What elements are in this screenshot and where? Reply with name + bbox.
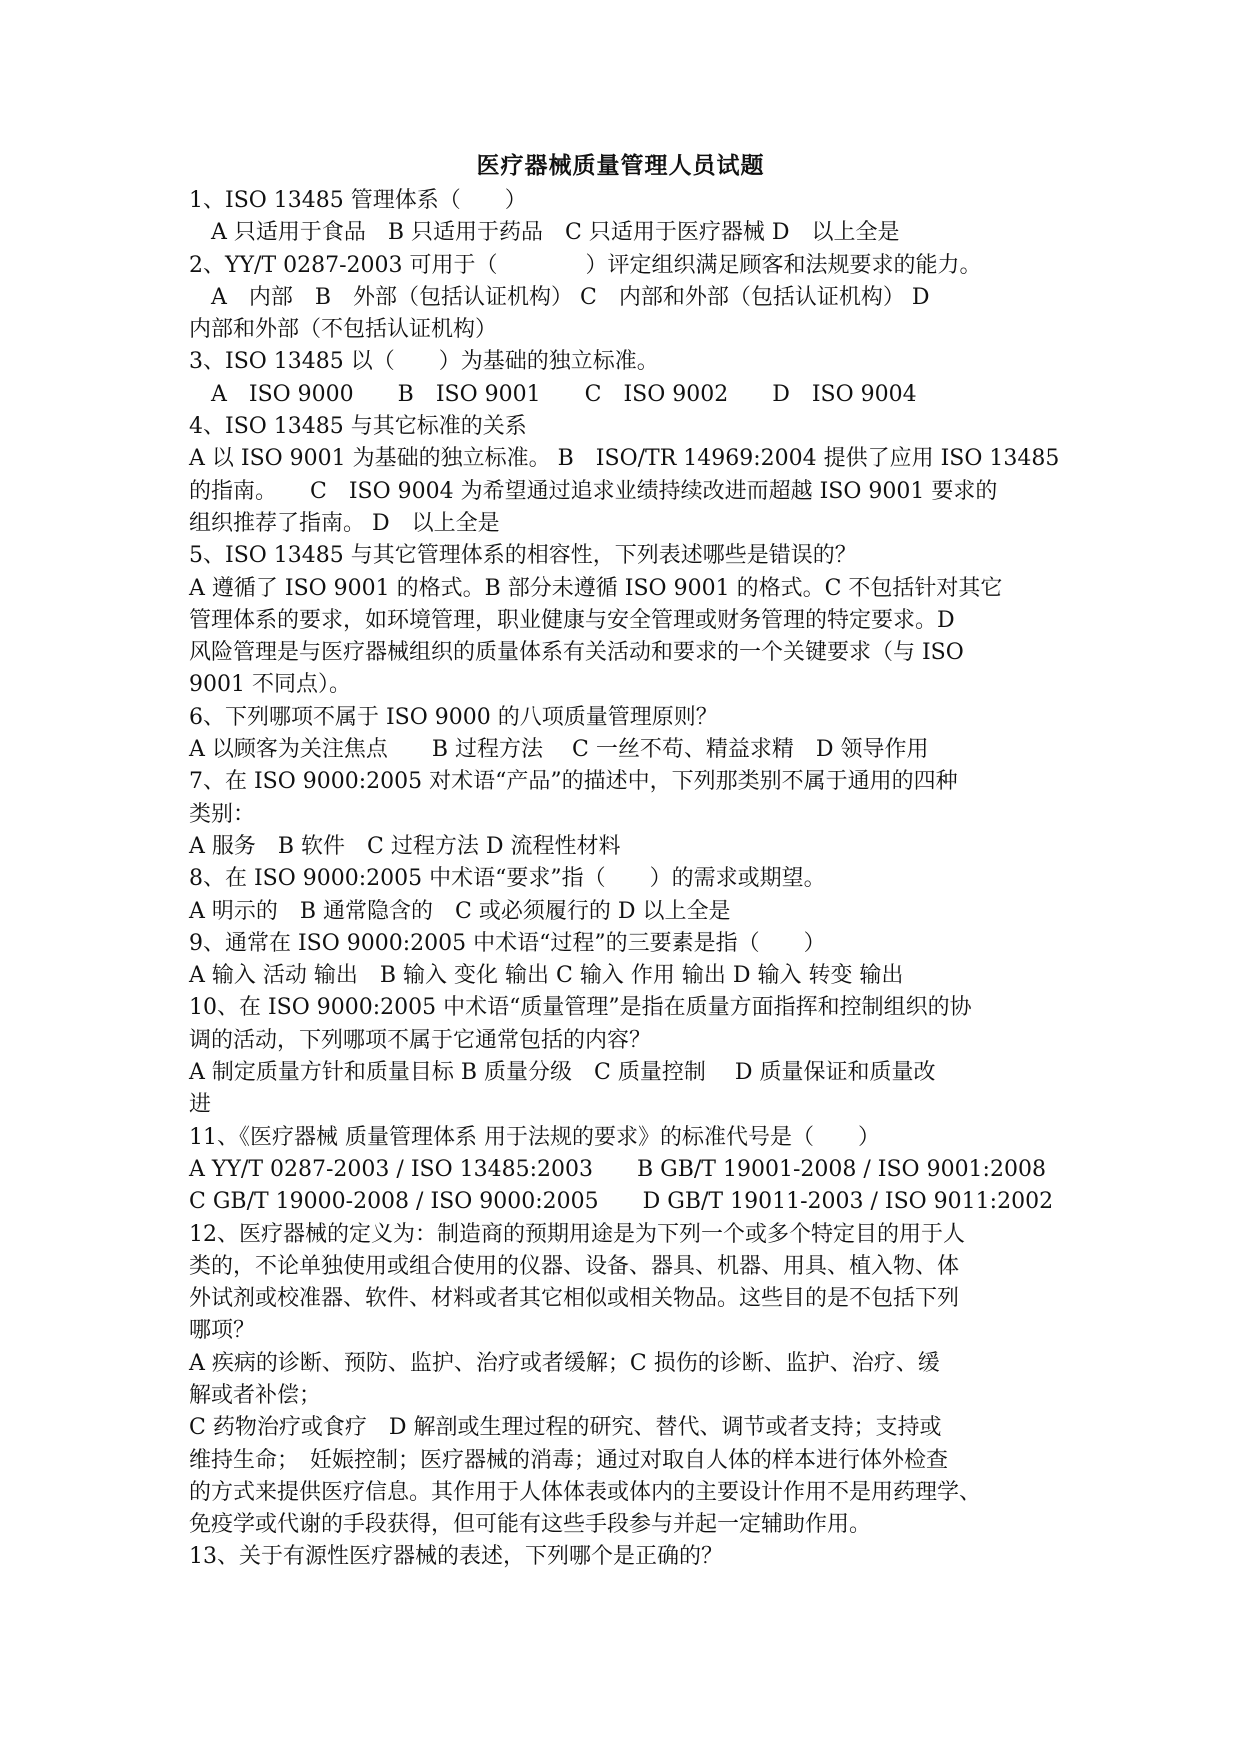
text-line: 风险管理是与医疗器械组织的质量体系有关活动和要求的一个关键要求（与 ISO — [189, 640, 964, 666]
text-line: C GB/T 19000-2008 / ISO 9000:2005 D GB/T 19011-2003 / ISO 9011:2002 — [189, 1189, 1054, 1215]
text-line: 内部和外部（不包括认证机构） — [189, 317, 498, 343]
text-line: 的指南。 C ISO 9004 为希望通过追求业绩持续改进而超越 ISO 9001 要求的 — [189, 478, 998, 504]
text-line: A 以顾客为关注焦点 B 过程方法 C 一丝不苟、精益求精 D 领导作用 — [189, 737, 929, 763]
text-line: A 输入 活动 输出 B 输入 变化 输出 C 输入 作用 输出 D 输入 转变 输出 — [189, 963, 904, 989]
text-line: 6、下列哪项不属于 ISO 9000 的八项质量管理原则？ — [189, 704, 718, 730]
text-line: 调的活动，下列哪项不属于它通常包括的内容？ — [189, 1027, 652, 1053]
text-line: 7、在 ISO 9000:2005 对术语“产品”的描述中，下列那类别不属于通用的四种 — [189, 769, 958, 795]
text-line: A 只适用于食品 B 只适用于药品 C 只适用于医疗器械 D 以上全是 — [189, 220, 900, 246]
text-line: 3、ISO 13485 以（ ）为基础的独立标准。 — [189, 349, 659, 375]
text-line: 5、ISO 13485 与其它管理体系的相容性，下列表述哪些是错误的？ — [189, 543, 857, 569]
text-line: A 明示的 B 通常隐含的 C 或必须履行的 D 以上全是 — [189, 898, 731, 924]
text-line: A 内部 B 外部（包括认证机构） C 内部和外部（包括认证机构） D — [189, 284, 930, 310]
text-line: A 遵循了 ISO 9001 的格式。B 部分未遵循 ISO 9001 的格式。C 不包括针对其它 — [189, 575, 1003, 601]
text-line: 9、通常在 ISO 9000:2005 中术语“过程”的三要素是指（ ） — [189, 930, 826, 956]
text-line: 组织推荐了指南。 D 以上全是 — [189, 510, 500, 536]
text-line: 11、《医疗器械 质量管理体系 用于法规的要求》的标准代号是（ ） — [189, 1124, 880, 1150]
text-line: A 服务 B 软件 C 过程方法 D 流程性材料 — [189, 833, 621, 859]
text-line: 13、关于有源性医疗器械的表述，下列哪个是正确的？ — [189, 1544, 723, 1570]
text-line: 4、ISO 13485 与其它标准的关系 — [189, 414, 527, 440]
text-line: A 以 ISO 9001 为基础的独立标准。 B ISO/TR 14969:2004 提供了应用 ISO 13485 — [189, 446, 1060, 472]
text-line: 的方式来提供医疗信息。其作用于人体体表或体内的主要设计作用不是用药理学、 — [189, 1479, 982, 1505]
text-line: 1、ISO 13485 管理体系（ ） — [189, 188, 527, 213]
text-line: 8、在 ISO 9000:2005 中术语“要求”指（ ）的需求或期望。 — [189, 866, 826, 892]
text-line: 类的，不论单独使用或组合使用的仪器、设备、器具、机器、用具、植入物、体 — [189, 1253, 960, 1279]
text-line: 12、医疗器械的定义为：制造商的预期用途是为下列一个或多个特定目的用于人 — [189, 1221, 965, 1247]
text-line: 解或者补偿； — [189, 1382, 322, 1408]
text-line: A 疾病的诊断、预防、监护、治疗或者缓解；C 损伤的诊断、监护、治疗、缓 — [189, 1350, 940, 1376]
text-line: C 药物治疗或食疗 D 解剖或生理过程的研究、替代、调节或者支持；支持或 — [189, 1415, 942, 1441]
text-line: 2、YY/T 0287-2003 可用于（ ）评定组织满足顾客和法规要求的能力。 — [189, 252, 982, 278]
text-line: 10、在 ISO 9000:2005 中术语“质量管理”是指在质量方面指挥和控制组织的协 — [189, 995, 972, 1021]
question-text-body — [189, 185, 1089, 1574]
text-line: A 制定质量方针和质量目标 B 质量分级 C 质量控制 D 质量保证和质量改 — [189, 1060, 936, 1086]
text-line: 9001 不同点）。 — [189, 672, 351, 698]
text-line: A YY/T 0287-2003 / ISO 13485:2003 B GB/T 19001-2008 / ISO 9001:2008 — [189, 1156, 1046, 1182]
text-line: 管理体系的要求，如环境管理，职业健康与安全管理或财务管理的特定要求。D — [189, 607, 955, 633]
text-line: 类别： — [189, 801, 256, 827]
text-line: 哪项？ — [189, 1318, 256, 1344]
text-line: A ISO 9000 B ISO 9001 C ISO 9002 D ISO 9004 — [189, 381, 917, 407]
page-title: 医疗器械质量管理人员试题 — [476, 152, 765, 179]
text-line: 免疫学或代谢的手段获得，但可能有这些手段参与并起一定辅助作用。 — [189, 1512, 872, 1538]
text-line: 进 — [189, 1092, 212, 1118]
text-line: 外试剂或校准器、软件、材料或者其它相似或相关物品。这些目的是不包括下列 — [189, 1286, 960, 1312]
text-line: 维持生命； 妊娠控制；医疗器械的消毒；通过对取自人体的样本进行体外检查 — [189, 1447, 949, 1473]
